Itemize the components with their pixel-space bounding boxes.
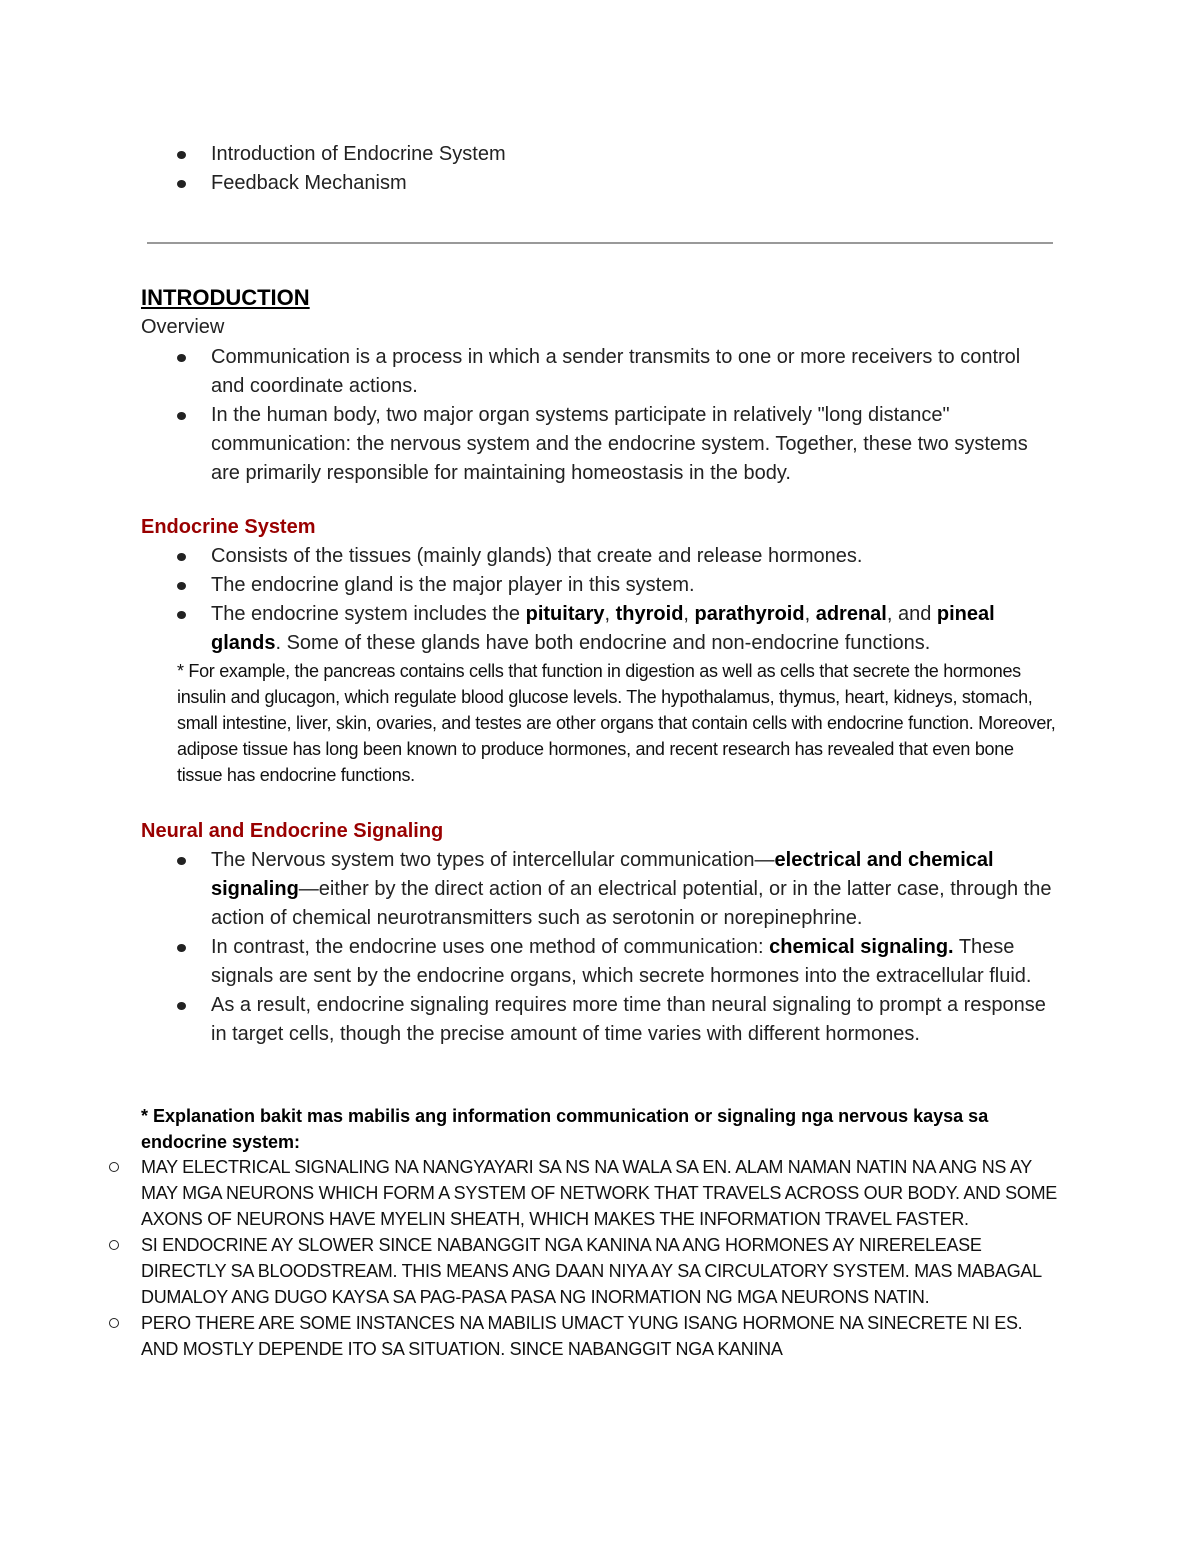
list-item: PERO THERE ARE SOME INSTANCES NA MABILIS UMACT YUNG ISANG HORMONE NA SINECRETE NI ES. AND MOSTLY DEPENDE ITO SA SITUATION. SINCE NABANGGIT NGA KANINA (141, 1310, 1061, 1362)
hollow-bullet-icon (109, 1240, 119, 1250)
hollow-bullet-icon (109, 1162, 119, 1172)
list-item: The Nervous system two types of intercellular communication—electrical and chemical signaling—either by the direct action of an electrical potential, or in the latter case, through the action of chemical neurotransmitters such as serotonin or norepinephrine. (211, 846, 1061, 933)
toc-item: Introduction of Endocrine System (211, 140, 1061, 169)
explanation-list (141, 1154, 1061, 1362)
bullet-icon (177, 553, 186, 561)
horizontal-divider (147, 242, 1053, 244)
overview-subheading: Overview (141, 316, 225, 338)
bullet-icon (177, 180, 186, 188)
endocrine-heading: Endocrine System (141, 516, 316, 538)
bullet-icon (177, 582, 186, 590)
list-item: Consists of the tissues (mainly glands) that create and release hormones. (211, 542, 1061, 571)
list-item: In contrast, the endocrine uses one method of communication: chemical signaling. These signals are sent by the endocrine organs, which secrete hormones into the extracellular fluid. (211, 933, 1061, 991)
list-item: The endocrine system includes the pituitary, thyroid, parathyroid, adrenal, and pineal glands. Some of these glands have both endocrine and non-endocrine functions. (211, 600, 1061, 658)
bullet-icon (177, 944, 186, 952)
neural-heading: Neural and Endocrine Signaling (141, 820, 444, 842)
bullet-icon (177, 412, 186, 420)
list-item: As a result, endocrine signaling requires more time than neural signaling to prompt a response in target cells, though the precise amount of time varies with different hormones. (211, 991, 1061, 1049)
list-item: MAY ELECTRICAL SIGNALING NA NANGYAYARI SA NS NA WALA SA EN. ALAM NAMAN NATIN NA ANG NS AY MAY MGA NEURONS WHICH FORM A SYSTEM OF NETWORK THAT TRAVELS ACROSS OUR BODY. AND SOME AXONS OF NEURONS HAVE MYELIN SHEATH, WHICH MAKES THE INFORMATION TRAVEL FASTER. (141, 1154, 1061, 1232)
neural-list (211, 846, 1061, 1049)
bullet-icon (177, 354, 186, 362)
example-note: * For example, the pancreas contains cells that function in digestion as well as cells that secrete the hormones insulin and glucagon, which regulate blood glucose levels. The hypothalamus, thymus, heart, kidneys, stomach, small intestine, liver, skin, ovaries, and testes are other organs that contain cells with endocrine function. Moreover, adipose tissue has long been known to produce hormones, and recent research has revealed that even bone tissue has endocrine functions. (177, 661, 1056, 785)
list-item: The endocrine gland is the major player in this system. (211, 571, 1061, 600)
gland-parathyroid: parathyroid (694, 603, 805, 625)
toc-list (211, 140, 1061, 198)
endocrine-list (211, 542, 1061, 658)
hollow-bullet-icon (109, 1318, 119, 1328)
overview-list (211, 343, 1031, 488)
bullet-icon (177, 151, 186, 159)
toc-item: Feedback Mechanism (211, 169, 1061, 198)
list-item: Communication is a process in which a sender transmits to one or more receivers to control and coordinate actions. (211, 343, 1031, 401)
bullet-icon (177, 1002, 186, 1010)
bullet-icon (177, 611, 186, 619)
gland-pineal: pineal glands (211, 603, 995, 654)
gland-adrenal: adrenal (815, 603, 887, 625)
gland-pituitary: pituitary (525, 603, 605, 625)
bullet-icon (177, 857, 186, 865)
explanation-heading: * Explanation bakit mas mabilis ang information communication or signaling nga nervous kaysa sa endocrine system: (141, 1106, 989, 1152)
gland-thyroid: thyroid (615, 603, 684, 625)
list-item: SI ENDOCRINE AY SLOWER SINCE NABANGGIT NGA KANINA NA ANG HORMONES AY NIRERELEASE DIRECTLY SA BLOODSTREAM. THIS MEANS ANG DAAN NIYA AY SA CIRCULATORY SYSTEM. MAS MABAGAL DUMALOY ANG DUGO KAYSA SA PAG-PASA PASA NG INORMATION NG MGA NEURONS NATIN. (141, 1232, 1061, 1310)
list-item: In the human body, two major organ systems participate in relatively "long distance" communication: the nervous system and the endocrine system. Together, these two systems are primarily responsible for maintaining homeostasis in the body. (211, 401, 1031, 488)
intro-heading: INTRODUCTION (141, 285, 310, 310)
